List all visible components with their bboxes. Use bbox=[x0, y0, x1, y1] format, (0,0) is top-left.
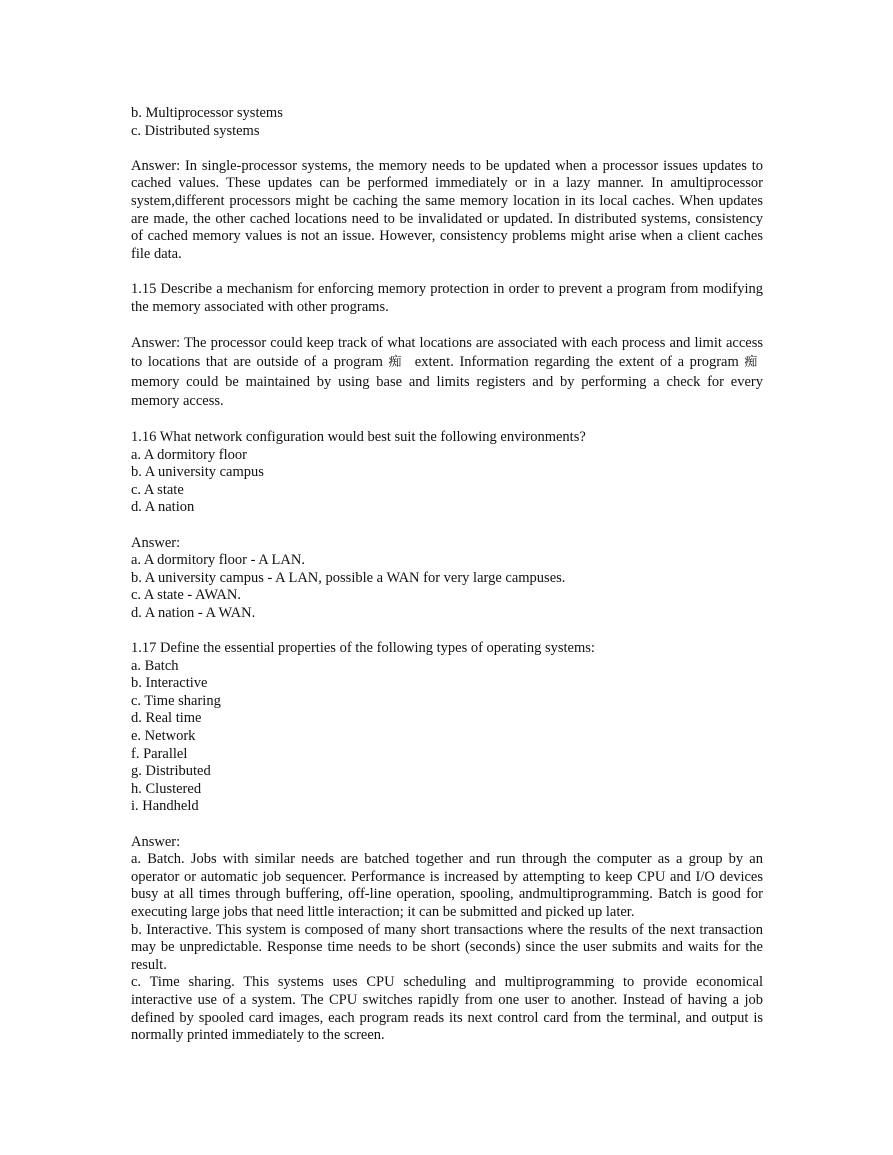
list-item: a. Batch bbox=[131, 657, 179, 674]
spacer bbox=[131, 263, 763, 281]
garbled-glyph: 痴 bbox=[744, 355, 760, 371]
list-item: d. A nation bbox=[131, 499, 195, 516]
list-item: a. A dormitory floor - A LAN. bbox=[131, 552, 305, 569]
garbled-glyph: 痴 bbox=[388, 355, 404, 371]
answer-1-17-batch: a. Batch. Jobs with similar needs are batched together and run through the computer as a group by an operator or automatic job sequencer. Performance is increased by attempting to keep CPU and I/O devices busy at all times through buffering, off-line operation, spooling, andmultiprogramming. Batch is good for executing large jobs that need little interaction; it can be submitted and picked up later. bbox=[131, 851, 763, 920]
intro-item: c. Distributed systems bbox=[131, 122, 260, 139]
list-item: b. A university campus bbox=[131, 464, 264, 481]
answer-1-17-heading: Answer: bbox=[131, 833, 181, 850]
answer-1-17-interactive: b. Interactive. This system is composed of many short transactions where the results of the next transaction may be unpredictable. Response time needs to be short (seconds) since the user submits and waits for the result. bbox=[131, 921, 763, 973]
list-item: b. A university campus - A LAN, possible a WAN for very large campuses. bbox=[131, 569, 566, 586]
document-page bbox=[131, 105, 763, 1045]
spacer bbox=[131, 140, 763, 158]
list-item: d. A nation - A WAN. bbox=[131, 604, 256, 621]
list-item: d. Real time bbox=[131, 710, 202, 727]
spacer bbox=[131, 517, 763, 535]
list-item: h. Clustered bbox=[131, 780, 202, 797]
list-item: c. A state - AWAN. bbox=[131, 587, 241, 604]
list-item: c. A state bbox=[131, 481, 184, 498]
list-item: a. A dormitory floor bbox=[131, 446, 247, 463]
list-item: e. Network bbox=[131, 728, 196, 745]
answer-1-15-part3: memory could be maintained by using base and limits registers and by performing a check for every memory access. bbox=[131, 373, 763, 409]
question-1-17: 1.17 Define the essential properties of the following types of operating systems: bbox=[131, 640, 595, 657]
answer-1-16-heading: Answer: bbox=[131, 534, 181, 551]
list-item: b. Interactive bbox=[131, 675, 208, 692]
answer-1-15-part1: Answer: The processor could keep track of what locations are associated with each process and limit access to locations that are outside of a program bbox=[131, 334, 763, 371]
answer-1-15-part2: extent. Information regarding the extent of a program bbox=[414, 354, 739, 371]
spacer bbox=[131, 622, 763, 640]
list-item: f. Parallel bbox=[131, 745, 188, 762]
list-item: g. Distributed bbox=[131, 763, 211, 780]
list-item: i. Handheld bbox=[131, 798, 199, 815]
spacer bbox=[131, 411, 763, 429]
spacer bbox=[131, 816, 763, 834]
question-1-16: 1.16 What network configuration would best suit the following environments? bbox=[131, 428, 586, 445]
intro-item: b. Multiprocessor systems bbox=[131, 105, 283, 121]
spacer bbox=[131, 316, 763, 334]
answer-1-15 bbox=[131, 334, 763, 412]
answer-1-14: Answer: In single-processor systems, the memory needs to be updated when a processor issues updates to cached values. These updates can be performed immediately or in a lazy manner. In amultiprocessor system,different processors might be caching the same memory location in its local caches. When updates are made, the other cached locations need to be invalidated or updated. In distributed systems, consistency of cached memory values is not an issue. However, consistency problems might arise when a client caches file data. bbox=[131, 157, 763, 262]
list-item: c. Time sharing bbox=[131, 692, 221, 709]
answer-1-17-time-sharing: c. Time sharing. This systems uses CPU scheduling and multiprogramming to provide economical interactive use of a system. The CPU switches rapidly from one user to another. Instead of having a job defined by spooled card images, each program reads its next control card from the terminal, and output is normally printed immediately to the screen. bbox=[131, 974, 763, 1044]
question-1-15: 1.15 Describe a mechanism for enforcing memory protection in order to prevent a program from modifying the memory associated with other programs. bbox=[131, 280, 763, 315]
